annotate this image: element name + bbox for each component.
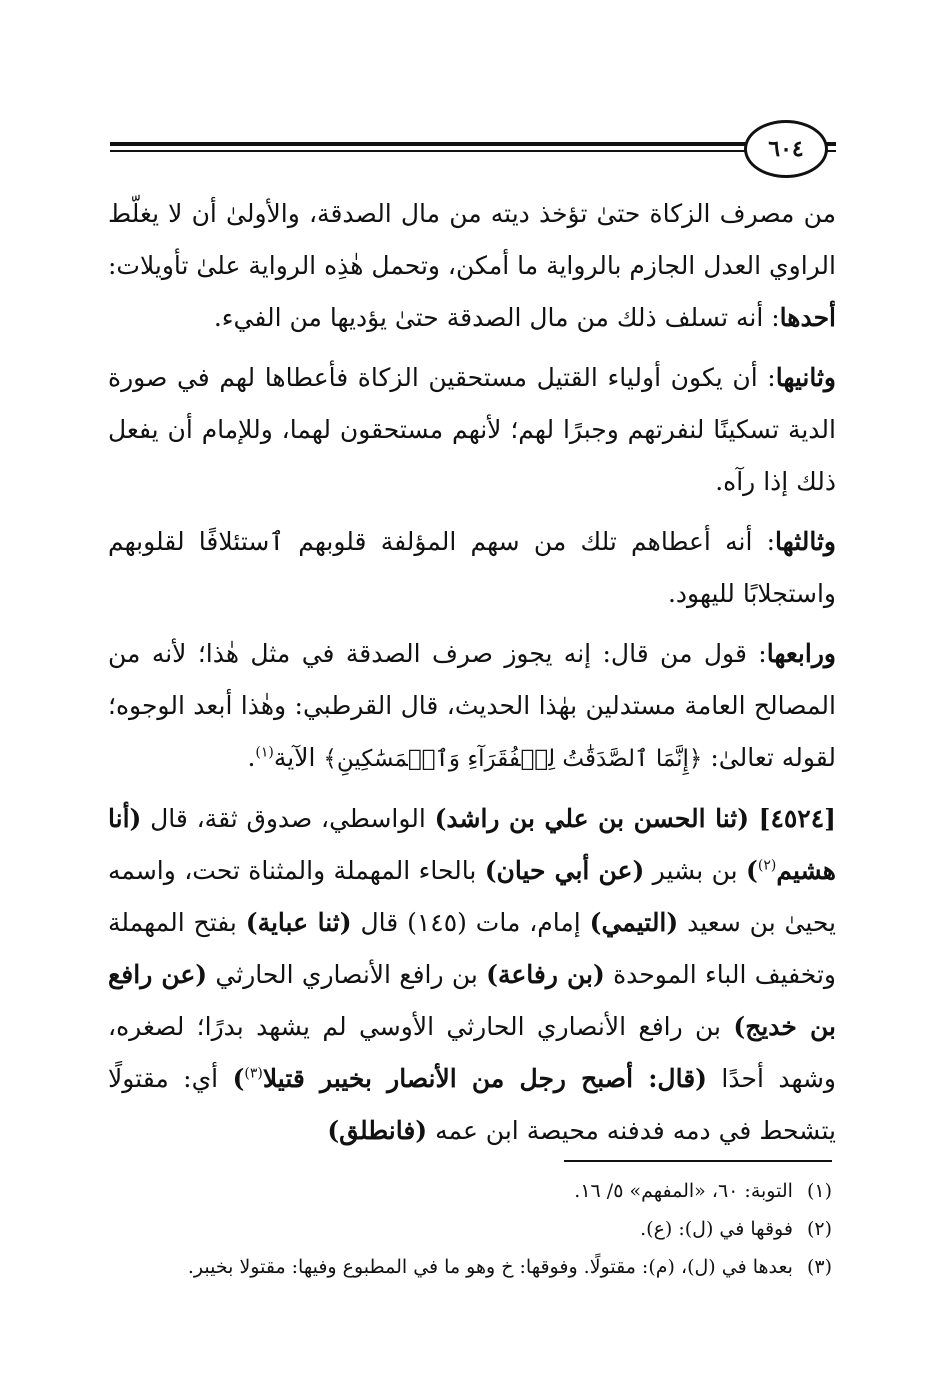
text-segment: أحدها	[779, 303, 836, 332]
text-segment: (ثنا الحسن بن علي بن راشد)	[434, 804, 750, 833]
text-segment: (فانطلق)	[327, 1116, 428, 1145]
footnote-marker: (٢)	[757, 857, 777, 874]
page-number-badge	[744, 120, 828, 178]
text-segment: الواسطي، صدوق ثقة، قال	[141, 804, 435, 833]
text-segment: )	[746, 856, 758, 885]
text-segment: (عن أبي حيان)	[484, 856, 645, 885]
footnote-item	[104, 1210, 832, 1248]
quran-verse: ﴿إِنَّمَا ٱلصَّدَقَٰتُ لِلۡفُقَرَآءِ وَٱلۡمَسَٰكِينِ﴾	[323, 746, 703, 772]
text-segment: ورابعها	[766, 639, 836, 668]
footnote-text: التوبة: ٦٠، «المفهم» ٥/ ١٦.	[574, 1180, 793, 1202]
footnote-item	[104, 1248, 832, 1286]
footnote-number: (١)	[806, 1180, 832, 1202]
text-segment: من مصرف الزكاة حتىٰ تؤخذ ديته من مال الصدقة، والأولىٰ أن لا يغلّط الراوي العدل الجازم بالرواية ما أمكن، وتحمل هٰذِه الرواية علىٰ تأويلات:	[107, 199, 836, 280]
page-number: ٦٠٤	[768, 136, 804, 162]
footnote-number: (٢)	[806, 1218, 832, 1240]
text-segment: (قال: أصبح رجل من الأنصار بخيبر قتيلا	[262, 1064, 707, 1093]
header-rule-thick	[110, 142, 836, 146]
footnote-marker: (١)	[255, 744, 274, 761]
footnotes	[104, 1172, 832, 1286]
footnote-separator	[564, 1160, 832, 1162]
text-segment: (ثنا عباية)	[245, 908, 352, 937]
text-segment: بن رافع الأنصاري الحارثي الأوسي لم يشهد بدرًا؛ لصغره، وشهد أحدًا	[108, 1012, 836, 1093]
text-segment: بالحاء المهملة والمثناة تحت، واسمه يحيىٰ بن سعيد	[108, 856, 837, 937]
text-segment: (التيمي)	[589, 908, 679, 937]
footnote-item	[104, 1172, 832, 1210]
paragraph-p1	[108, 188, 836, 344]
header-rule-thin	[110, 150, 836, 152]
main-text	[108, 188, 836, 1157]
footnote-number: (٣)	[806, 1256, 832, 1278]
text-segment: : أنه تسلف ذلك من مال الصدقة حتىٰ يؤديها من الفيء.	[213, 303, 780, 332]
text-segment: بفتح المهملة وتخفيف الباء الموحدة	[108, 908, 836, 989]
text-segment: : أن يكون أولياء القتيل مستحقين الزكاة فأعطاها لهم في صورة الدية تسكينًا لنفرتهم وجبرًا لهم؛ لأنهم مستحقون لهما، وللإمام أن يفعل ذلك إذا رآه.	[108, 363, 836, 496]
footnote-text: بعدها في (ل)، (م): مقتولًا. وفوقها: خ وهو ما في المطبوع وفيها: مقتولا بخيبر.	[187, 1256, 793, 1278]
text-segment: .	[247, 743, 256, 772]
text-segment: : أنه أعطاهم تلك من سهم المؤلفة قلوبهم ٱستئلافًا لقلوبهم واستجلابًا لليهود.	[108, 527, 836, 608]
text-segment: (عن رافع بن خديج)	[108, 960, 836, 1041]
text-segment: : قول من قال: إنه يجوز صرف الصدقة في مثل هٰذا؛ لأنه من المصالح العامة مستدلين بهٰذا الحديث، قال القرطبي: وهٰذا أبعد الوجوه؛ لقوله تعالىٰ:	[108, 639, 836, 772]
footnote-text: فوقها في (ل): (ع).	[640, 1218, 793, 1240]
text-segment: )	[232, 1064, 245, 1093]
paragraph-p5	[108, 793, 836, 1157]
footnote-marker: (٣)	[244, 1065, 263, 1082]
paragraph-p4	[108, 628, 836, 785]
text-segment: وثانيها	[775, 363, 836, 392]
text-segment: أي: مقتولًا يتشحط في دمه فدفنه محيصة ابن عمه	[108, 1064, 836, 1145]
text-segment: إمام، مات (١٤٥) قال	[351, 908, 590, 937]
paragraph-p2	[108, 352, 836, 508]
text-segment: [٤٥٢٤]	[749, 804, 836, 833]
text-segment: بن رافع الأنصاري الحارثي	[207, 960, 487, 989]
text-segment: بن بشير	[644, 856, 746, 885]
text-segment: الآية	[273, 743, 324, 772]
text-segment: (أنا هشيم	[108, 804, 836, 885]
text-segment: (بن رفاعة)	[486, 960, 605, 989]
text-segment: وثالثها	[775, 527, 836, 556]
page-header	[110, 120, 836, 188]
paragraph-p3	[108, 516, 836, 620]
